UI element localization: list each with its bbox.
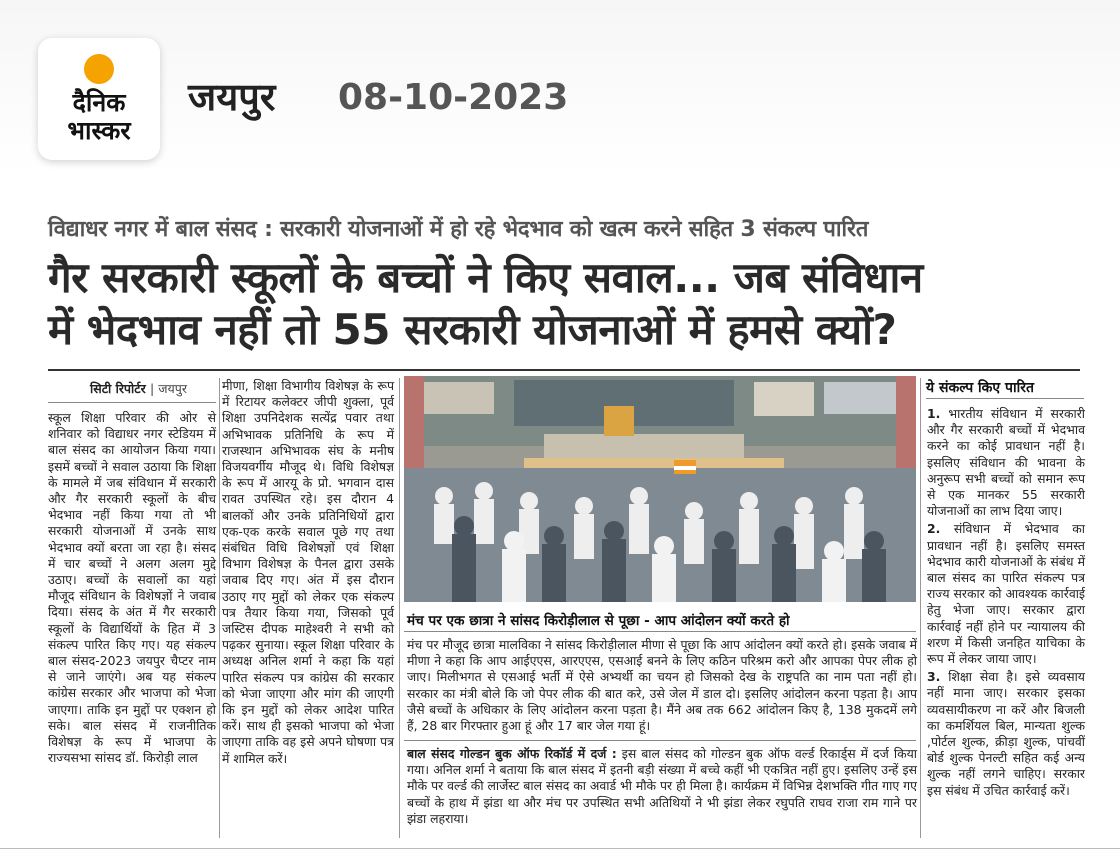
article-kicker: विद्याधर नगर में बाल संसद : सरकारी योजनाओं में हो रहे भेदभाव को खत्म करने सहित 3 संकल्प पारित: [48, 217, 869, 242]
resolutions-list: [927, 406, 1085, 799]
caption-body: मंच पर मौजूद छात्रा मालविका ने सांसद किरोड़ीलाल मीणा से पूछा कि आप आंदोलन क्यों करते हो। इसके जवाब में मीणा ने कहा कि आप आईएएस, आरएएस, एसआई बनने के लिए कठिन परिश्रम करो और आपका पेपर लीक हो जाए। मिलीभगत से एसआई भर्ती में ऐसे अभ्यर्थी का चयन हो जिसको देख के राष्ट्रपति का नाम पता नहीं हो। सरकार का मंत्री बोले कि जो पेपर लीक की बात करे, उसे जेल में डाल दो। इसलिए आंदोलन करना पड़ता है। आप जैसे बच्चों के अधिकार के लिए आंदोलन करना पड़ता है। मैंने अब तक 662 आंदोलन किए है, 138 मुकदमें लगे हैं, 28 बार गिरफ्तार हुआ हूं और 17 बार जेल गया हूं।: [407, 637, 917, 734]
edition-city: जयपुर: [188, 75, 276, 119]
edition-date: 08-10-2023: [338, 77, 569, 118]
resolutions-heading: ये संकल्प किए पारित: [926, 380, 1034, 396]
resolution-item-1: 1. भारतीय संविधान में सरकारी और गैर सरकारी बच्चों में भेदभाव करने का कोई प्रावधान नहीं है। इसलिए संविधान की भावना के अनुरूप सभी बच्चों को समान रूप से एक मानकर 55 सरकारी योजनाओं का लाभ दिया जाए।: [927, 406, 1085, 519]
column-divider-2: [399, 378, 400, 838]
article-column-1: स्कूल शिक्षा परिवार की ओर से शनिवार को विद्याधर नगर स्टेडियम में बाल संसद का आयोजन किया गया। इसमें बच्चों ने सवाल उठाया कि शिक्षा के मामले में जब संविधान में सरकारी और गैर सरकारी स्कूलों के बीच भेदभाव नहीं किया गया तो भी सरकारी योजनाओं में उनके साथ भेदभाव क्यों बरता जा रहा है। संसद में चार बच्चों ने अलग अलग मुद्दे उठाए। बच्चों के सवालों का यहां मौजूद संविधान के विशेषज्ञों ने जवाब दिया। संसद के अंत में गैर सरकारी स्कूलों के विद्यार्थियों के हित में 3 संकल्प पारित किए गए। यह संकल्प बाल संसद-2023 जयपुर चैप्टर नाम से जाने जाएंगे। अब यह संकल्प कांग्रेस सरकार और भाजपा को भेजा जाएगा। ताकि इन मुद्दों पर एक्शन हो सके। बाल संसद में राजनीतिक विशेषज्ञ के रूप में भाजपा के राज्यसभा सांसद डॉ. किरोड़ी लाल: [48, 410, 216, 766]
headline-line-1: गैर सरकारी स्कूलों के बच्चों ने किए सवाल... जब संविधान: [48, 253, 923, 302]
record-lead: बाल संसद गोल्डन बुक ऑफ रिकॉर्ड में दर्ज :: [407, 746, 617, 761]
resolutions-divider: [926, 398, 1084, 399]
logo-text-line1: दैनिक: [72, 88, 126, 117]
column-divider-1: [219, 378, 220, 838]
headline-line-2: में भेदभाव नहीं तो 55 सरकारी योजनाओं में हमसे क्यों?: [48, 305, 897, 354]
headline-divider: [48, 369, 1080, 371]
logo-text-line2: भास्कर: [67, 116, 131, 145]
record-divider: [404, 740, 916, 741]
column-divider-3: [920, 378, 921, 838]
byline: [90, 380, 187, 397]
resolution-item-3: 3. शिक्षा सेवा है। इसे व्यवसाय नहीं माना जाए। सरकार इसका व्यवसायीकरण ना करें और बिजली का कमर्शियल बिल, मान्यता शुल्क ,पोर्टल शुल्क, क्रीड़ा शुल्क, पांचवीं बोर्ड शुल्क पेनल्टी सहित कई अन्य शुल्क नहीं लगने चाहिए। सरकार इस संबंध में उचित कार्रवाई करें।: [927, 669, 1085, 798]
resolution-item-2: 2. संविधान में भेदभाव का प्रावधान नहीं है। इसलिए समस्त भेदभाव कारी योजनाओं के संबंध में बाल संसद का पारित संकल्प पत्र राज्य सरकार को आवश्यक कार्रवाई हेतु भेजा जाए। सरकार द्वारा कार्रवाई नहीं होने पर न्यायालय की शरण में किसी जनहित याचिका के रूप में लेकर जाया जाए।: [927, 521, 1085, 667]
record-paragraph: [407, 746, 917, 827]
article-headline: [48, 252, 1098, 356]
sun-icon: [84, 54, 114, 84]
dainik-bhaskar-logo: [38, 38, 160, 160]
article-column-2: मीणा, शिक्षा विभागीय विशेषज्ञ के रूप में रिटायर कलेक्टर जीपी शुक्ला, पूर्व शिक्षा उपनिदेशक सत्येंद्र पवार तथा अभिभावक प्रतिनिधि के रूप में राजस्थान अभिभावक संघ के मनीष विजयवर्गीय मौजूद थे। विधि विशेषज्ञ के रूप में आरयू के प्रो. भगवान दास रावत उपस्थित रहे। इस दौरान 4 बालकों और उनके प्रतिनिधियों द्वारा एक-एक करके सवाल पूछे गए तथा संबंधित विधि विशेषज्ञों एवं शिक्षा विभाग विशेषज्ञ के पैनल द्वारा उसके जवाब दिए गए। अंत में इस दौरान उठाए गए मुद्दों को लेकर एक संकल्प पत्र तैयार किया गया, जिसको पूर्व जस्टिस दीपक माहेश्वरी ने सभी को पढ़कर सुनाया। स्कूल शिक्षा परिवार के अध्यक्ष अनिल शर्मा ने कहा कि यहां पारित संकल्प पत्र कांग्रेस की सरकार को भेजा जाएगा और मांग की जाएगी कि इन मुद्दों को लेकर आदेश पारित करें। साथ ही इसको भाजपा को भेजा जाएगा ताकि वह इसे अपने घोषणा पत्र में शामिल करें।: [222, 378, 394, 766]
byline-name: सिटी रिपोर्टर: [90, 381, 146, 396]
event-photo: [404, 376, 916, 602]
byline-divider: [48, 402, 216, 403]
record-body: इस बाल संसद को गोल्डन बुक ऑफ वर्ल्ड रिकार्ड्स में दर्ज किया गया। अनिल शर्मा ने बताया कि बाल संसद में इतनी बड़ी संख्या में बच्चे कहीं भी एकत्रित नहीं हुए। इसलिए उन्हें इस मौके पर वर्ल्ड की लार्जेस्ट बाल संसद का अवार्ड भी मौके पर ही मिला है। कार्यक्रम में विभिन्न देशभक्ति गीत गाए गए बच्चों के हाथ में झंडा था और मंच पर उपस्थित सभी अतिथियों ने भी झंडा लेकर रघुपति राघव राजा राम गाने पर झंडा लहराया।: [407, 746, 917, 826]
page-bottom-rule: [0, 848, 1120, 849]
caption-divider: [404, 631, 916, 632]
byline-location: | जयपुर: [150, 381, 187, 396]
photo-caption-heading: मंच पर एक छात्रा ने सांसद किरोड़ीलाल से पूछा - आप आंदोलन क्यों करते हो: [407, 613, 790, 629]
masthead-bar: [0, 0, 1120, 175]
